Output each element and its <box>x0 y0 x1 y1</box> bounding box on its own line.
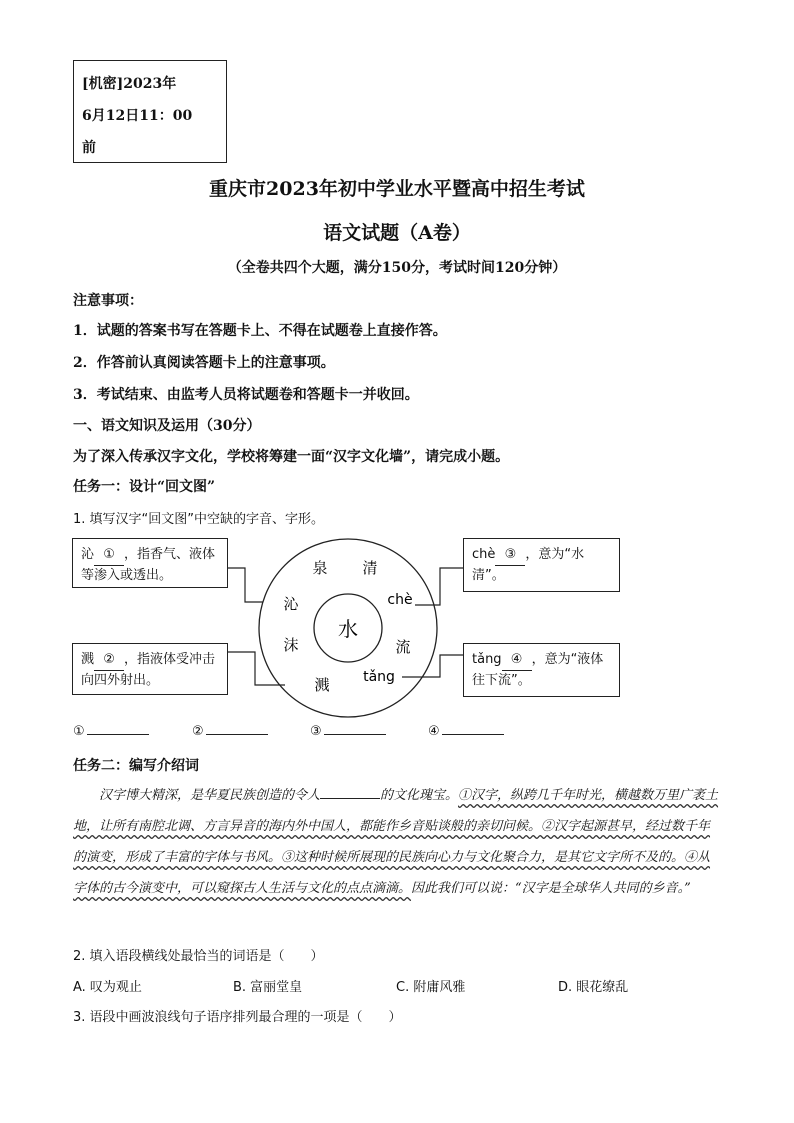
circle-pinyin-tang: tǎng <box>363 669 395 685</box>
circle-center-char: 水 <box>338 617 358 641</box>
circle-char-qing: 清 <box>362 559 378 577</box>
blank-4: ④ <box>502 650 532 671</box>
blank-2: ② <box>94 650 124 671</box>
diagram-box-3: chè ③ ，意为“水清”。 <box>463 538 620 592</box>
exam-info: （全卷共四个大题，满分150分，考试时间120分钟） <box>227 260 567 276</box>
blank-1: ① <box>94 545 124 566</box>
confidential-line-1: [机密]2023年 <box>82 76 177 92</box>
connector-3 <box>415 568 463 605</box>
question-1: 1. 填写汉字“回文图”中空缺的字音、字形。 <box>73 512 325 527</box>
paragraph-blank <box>320 798 380 799</box>
notice-item-2: 2．作答前认真阅读答题卡上的注意事项。 <box>73 355 335 371</box>
task2-heading: 任务二：编写介绍词 <box>73 758 199 774</box>
section-heading: 一、语文知识及运用（30分） <box>73 418 261 434</box>
diagram-box-2: 溅 ② ，指液体受冲击向四外射出。 <box>72 643 228 695</box>
answer-1[interactable]: ① <box>73 724 149 739</box>
option-d[interactable]: D. 眼花缭乱 <box>558 980 629 995</box>
answer-3[interactable]: ③ <box>310 724 386 739</box>
diagram-box-4: tǎng ④ ，意为“液体往下流”。 <box>463 643 620 697</box>
notice-item-3: 3．考试结束、由监考人员将试题卷和答题卡一并收回。 <box>73 387 419 403</box>
connector-4 <box>402 655 463 677</box>
option-c[interactable]: C. 附庸风雅 <box>396 980 466 995</box>
circle-char-qin: 沁 <box>283 595 299 613</box>
task2-paragraph: 汉字博大精深，是华夏民族创造的令人 的文化瑰宝。①汉字，纵跨几千年时光，横越数万里广袤土地，让所有南腔北调、方言异音的海内外中国人，都能作乡音贴谈般的亲切问候。②汉字起源甚早，经过数千年的演变，形成了丰富的字体与书风。③这种时候所展现的民族向心力与文化聚合力，是其它文字所不及的。④从字体的古今演变中，可以窥探古人生活与文化的点点滴滴。因此我们可以说：“汉字是全球华人共同的乡音。” <box>73 788 719 896</box>
exam-title: 重庆市2023年初中学业水平暨高中招生考试 <box>209 178 585 200</box>
circle-char-mo: 沫 <box>283 636 299 654</box>
blank-3: ③ <box>495 545 525 566</box>
confidential-box <box>73 60 227 163</box>
circle-pinyin-che: chè <box>387 592 413 608</box>
confidential-line-2: 6月12日11：00 <box>82 108 193 124</box>
option-b[interactable]: B. 富丽堂皇 <box>233 980 303 995</box>
answer-4[interactable]: ④ <box>428 724 504 739</box>
question-3: 3. 语段中画波浪线句子语序排列最合理的一项是（ ） <box>73 1010 402 1025</box>
notice-item-1: 1．试题的答案书写在答题卡上、不得在试题卷上直接作答。 <box>73 323 447 339</box>
question-2: 2. 填入语段横线处最恰当的词语是（ ） <box>73 949 324 964</box>
circle-char-liu: 流 <box>395 638 411 656</box>
section-intro: 为了深入传承汉字文化，学校将筹建一面“汉字文化墙”，请完成小题。 <box>73 449 510 465</box>
notice-heading: 注意事项： <box>73 293 143 309</box>
exam-subtitle: 语文试题（A卷） <box>323 222 471 244</box>
task1-heading: 任务一：设计“回文图” <box>73 479 216 495</box>
circle-char-jian: 溅 <box>314 676 330 694</box>
connector-1 <box>228 568 263 602</box>
confidential-line-3: 前 <box>82 140 96 156</box>
answer-2[interactable]: ② <box>192 724 268 739</box>
wavy-sentences: ①汉字，纵跨几千年时光，横越数万里广袤土地，让所有南腔北调、方言异音的海内外中国人，都能作乡音贴谈般的亲切问候。②汉字起源甚早，经过数千年的演变，形成了丰富的字体与书风。③这种时候所展现的民族向心力与文化聚合力，是其它文字所不及的。④从字体的古今演变中，可以窥探古人生活与文化的点点滴滴。 <box>73 788 719 896</box>
diagram-box-1: 沁 ① ，指香气、液体等渗入或透出。 <box>72 538 228 588</box>
circle-char-quan: 泉 <box>312 559 328 577</box>
option-a[interactable]: A. 叹为观止 <box>73 980 142 995</box>
